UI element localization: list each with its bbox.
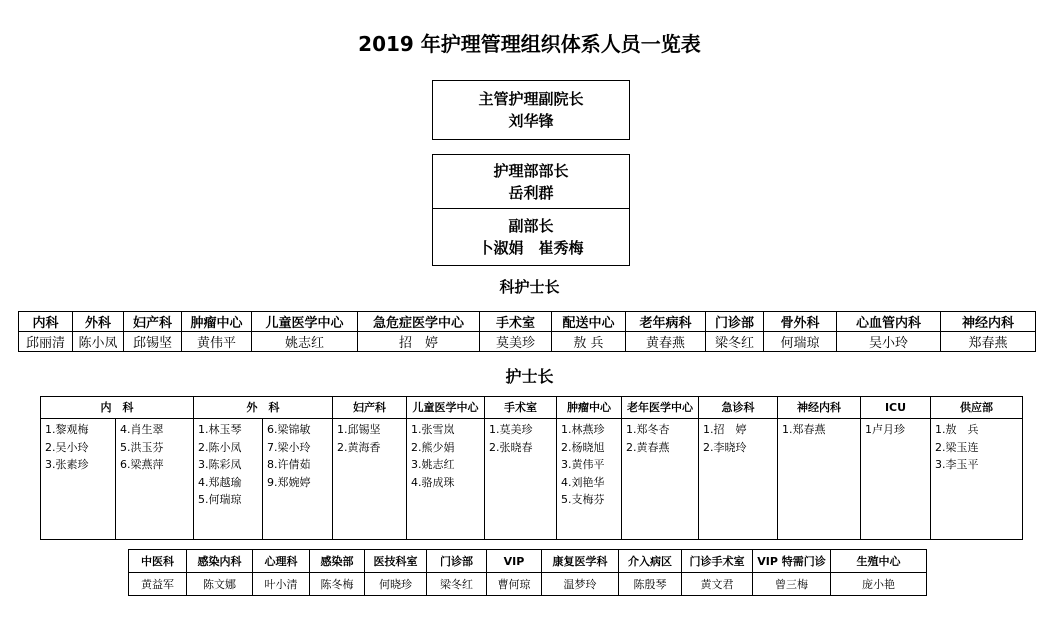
vice-president-box xyxy=(432,80,630,140)
nurse-name: 2.张晓春 xyxy=(489,440,533,454)
nurse-name: 5.何瑞琼 xyxy=(198,493,242,506)
bottom-name: 叶小清 xyxy=(253,573,310,596)
nurse-name: 1.林燕珍 xyxy=(561,423,605,436)
dept-head-table xyxy=(18,311,1036,352)
nurse-name: 2.梁玉连 xyxy=(935,440,979,454)
dept-head-dept: 骨外科 xyxy=(764,312,837,332)
dept-head-dept: 肿瘤中心 xyxy=(182,312,252,332)
head-nurse-names xyxy=(194,419,263,540)
bottom-dept: 门诊部 xyxy=(427,550,487,573)
nurse-name: 3.张素珍 xyxy=(45,458,89,471)
page-title: 2019 年护理管理组织体系人员一览表 xyxy=(358,32,701,56)
nurse-name: 9.郑婉婷 xyxy=(267,475,311,489)
bottom-name: 陈冬梅 xyxy=(310,573,365,596)
bottom-name: 黄文君 xyxy=(682,573,753,596)
dept-head-dept: 门诊部 xyxy=(706,312,764,332)
head-nurse-dept: 老年医学中心 xyxy=(622,397,699,419)
bottom-dept: 门诊手术室 xyxy=(682,550,753,573)
director-box xyxy=(432,154,630,209)
deputy-names: 卜淑娟 崔秀梅 xyxy=(478,239,584,257)
nurse-name: 5.洪玉芬 xyxy=(120,440,164,454)
nurse-name: 2.李晓玲 xyxy=(703,440,747,454)
head-nurse-names xyxy=(333,419,407,540)
bottom-dept: 感染内科 xyxy=(187,550,253,573)
dept-head-dept: 神经内科 xyxy=(941,312,1036,332)
nurse-name: 6.梁锦敏 xyxy=(267,423,311,436)
dept-head-name: 何瑞琼 xyxy=(764,332,837,352)
head-nurse-names xyxy=(407,419,485,540)
dept-head-name: 郑春燕 xyxy=(941,332,1036,352)
dept-head-dept: 老年病科 xyxy=(626,312,706,332)
bottom-dept: 康复医学科 xyxy=(542,550,619,573)
nurse-name: 2.陈小凤 xyxy=(198,440,242,454)
director-title: 护理部部长 xyxy=(493,162,569,180)
dept-head-dept: 内科 xyxy=(19,312,73,332)
nurse-name: 1.林玉琴 xyxy=(198,423,242,436)
head-nurse-dept: 急诊科 xyxy=(699,397,778,419)
bottom-dept: 医技科室 xyxy=(365,550,427,573)
head-nurse-names xyxy=(861,419,931,540)
nurse-name: 5.支梅芬 xyxy=(561,493,605,506)
head-nurse-table xyxy=(40,396,1023,540)
dept-head-dept: 手术室 xyxy=(480,312,552,332)
deputy-box xyxy=(432,208,630,266)
head-nurse-dept: 儿童医学中心 xyxy=(407,397,485,419)
head-nurse-names xyxy=(931,419,1023,540)
nurse-name: 8.许倩茹 xyxy=(267,458,311,471)
bottom-name: 曾三梅 xyxy=(753,573,831,596)
dept-head-name: 陈小凤 xyxy=(73,332,124,352)
bottom-dept-table xyxy=(128,549,927,596)
head-nurse-names xyxy=(778,419,861,540)
head-nurse-dept: 肿瘤中心 xyxy=(557,397,622,419)
director-name: 岳利群 xyxy=(508,184,554,202)
dept-head-name: 邱丽清 xyxy=(19,332,73,352)
nurse-name: 6.梁燕萍 xyxy=(120,458,164,471)
dept-head-dept: 儿童医学中心 xyxy=(252,312,358,332)
head-nurse-names xyxy=(41,419,116,540)
vice-president-title: 主管护理副院长 xyxy=(478,90,584,108)
bottom-name: 梁冬红 xyxy=(427,573,487,596)
head-nurse-dept: 手术室 xyxy=(485,397,557,419)
bottom-dept: VIP 特需门诊 xyxy=(753,550,831,573)
nurse-name: 3.陈彩凤 xyxy=(198,458,242,471)
deputy-title: 副部长 xyxy=(508,217,554,235)
nurse-name: 1.邱锡坚 xyxy=(337,423,381,436)
nurse-name: 1.敖 兵 xyxy=(935,423,979,436)
nurse-name: 3.黄伟平 xyxy=(561,458,605,471)
dept-head-dept: 妇产科 xyxy=(124,312,182,332)
bottom-dept: 生殖中心 xyxy=(831,550,927,573)
nurse-name: 2.黄海香 xyxy=(337,440,381,454)
nurse-name: 2.吴小玲 xyxy=(45,440,89,454)
nurse-name: 1卢月珍 xyxy=(865,423,905,436)
dept-head-name: 吴小玲 xyxy=(837,332,941,352)
nurse-name: 4.刘艳华 xyxy=(561,475,605,489)
dept-head-name: 梁冬红 xyxy=(706,332,764,352)
dept-head-dept: 配送中心 xyxy=(552,312,626,332)
head-nurse-dept: 神经内科 xyxy=(778,397,861,419)
head-nurse-names xyxy=(263,419,333,540)
dept-head-section-title: 科护士长 xyxy=(499,278,560,296)
nurse-name: 2.熊少娟 xyxy=(411,440,455,454)
dept-head-dept: 急危症医学中心 xyxy=(358,312,480,332)
nurse-name: 4.郑越瑜 xyxy=(198,475,242,489)
nurse-name: 2.黄春燕 xyxy=(626,440,670,454)
bottom-name: 庞小艳 xyxy=(831,573,927,596)
dept-head-dept: 外科 xyxy=(73,312,124,332)
head-nurse-names xyxy=(622,419,699,540)
bottom-dept: 感染部 xyxy=(310,550,365,573)
head-nurse-dept-neike: 内 科 xyxy=(41,397,194,419)
dept-head-name: 招 婷 xyxy=(358,332,480,352)
bottom-name: 曹何琼 xyxy=(487,573,542,596)
bottom-name: 陈殷琴 xyxy=(619,573,682,596)
nurse-name: 1.招 婷 xyxy=(703,423,747,436)
nurse-name: 3.李玉平 xyxy=(935,458,979,471)
head-nurse-section-title: 护士长 xyxy=(505,367,554,386)
bottom-name: 陈文娜 xyxy=(187,573,253,596)
nurse-name: 1.郑冬杏 xyxy=(626,423,670,436)
bottom-dept: 介入病区 xyxy=(619,550,682,573)
nurse-name: 1.黎观梅 xyxy=(45,423,89,436)
head-nurse-dept: ICU xyxy=(861,397,931,419)
bottom-name: 何晓珍 xyxy=(365,573,427,596)
nurse-name: 7.梁小玲 xyxy=(267,440,311,454)
head-nurse-dept: 妇产科 xyxy=(333,397,407,419)
head-nurse-names xyxy=(699,419,778,540)
vice-president-name: 刘华锋 xyxy=(508,112,554,130)
nurse-name: 3.姚志红 xyxy=(411,458,455,471)
nurse-name: 1.张雪岚 xyxy=(411,423,455,436)
dept-head-dept: 心血管内科 xyxy=(837,312,941,332)
nurse-name: 1.莫美珍 xyxy=(489,423,533,436)
head-nurse-names xyxy=(557,419,622,540)
nurse-name: 1.郑春燕 xyxy=(782,423,826,436)
head-nurse-dept: 供应部 xyxy=(931,397,1023,419)
dept-head-name: 敖 兵 xyxy=(552,332,626,352)
head-nurse-names xyxy=(485,419,557,540)
bottom-name: 黄益军 xyxy=(129,573,187,596)
bottom-name: 温梦玲 xyxy=(542,573,619,596)
bottom-dept: 心理科 xyxy=(253,550,310,573)
head-nurse-dept-waike: 外 科 xyxy=(194,397,333,419)
nurse-name: 4.骆成珠 xyxy=(411,475,455,489)
dept-head-name: 邱锡坚 xyxy=(124,332,182,352)
dept-head-name: 莫美珍 xyxy=(480,332,552,352)
head-nurse-names xyxy=(116,419,194,540)
dept-head-name: 黄伟平 xyxy=(182,332,252,352)
dept-head-name: 黄春燕 xyxy=(626,332,706,352)
dept-head-name: 姚志红 xyxy=(252,332,358,352)
bottom-dept: 中医科 xyxy=(129,550,187,573)
bottom-dept: VIP xyxy=(487,550,542,573)
nurse-name: 4.肖生翠 xyxy=(120,423,164,436)
nurse-name: 2.杨晓旭 xyxy=(561,440,605,454)
